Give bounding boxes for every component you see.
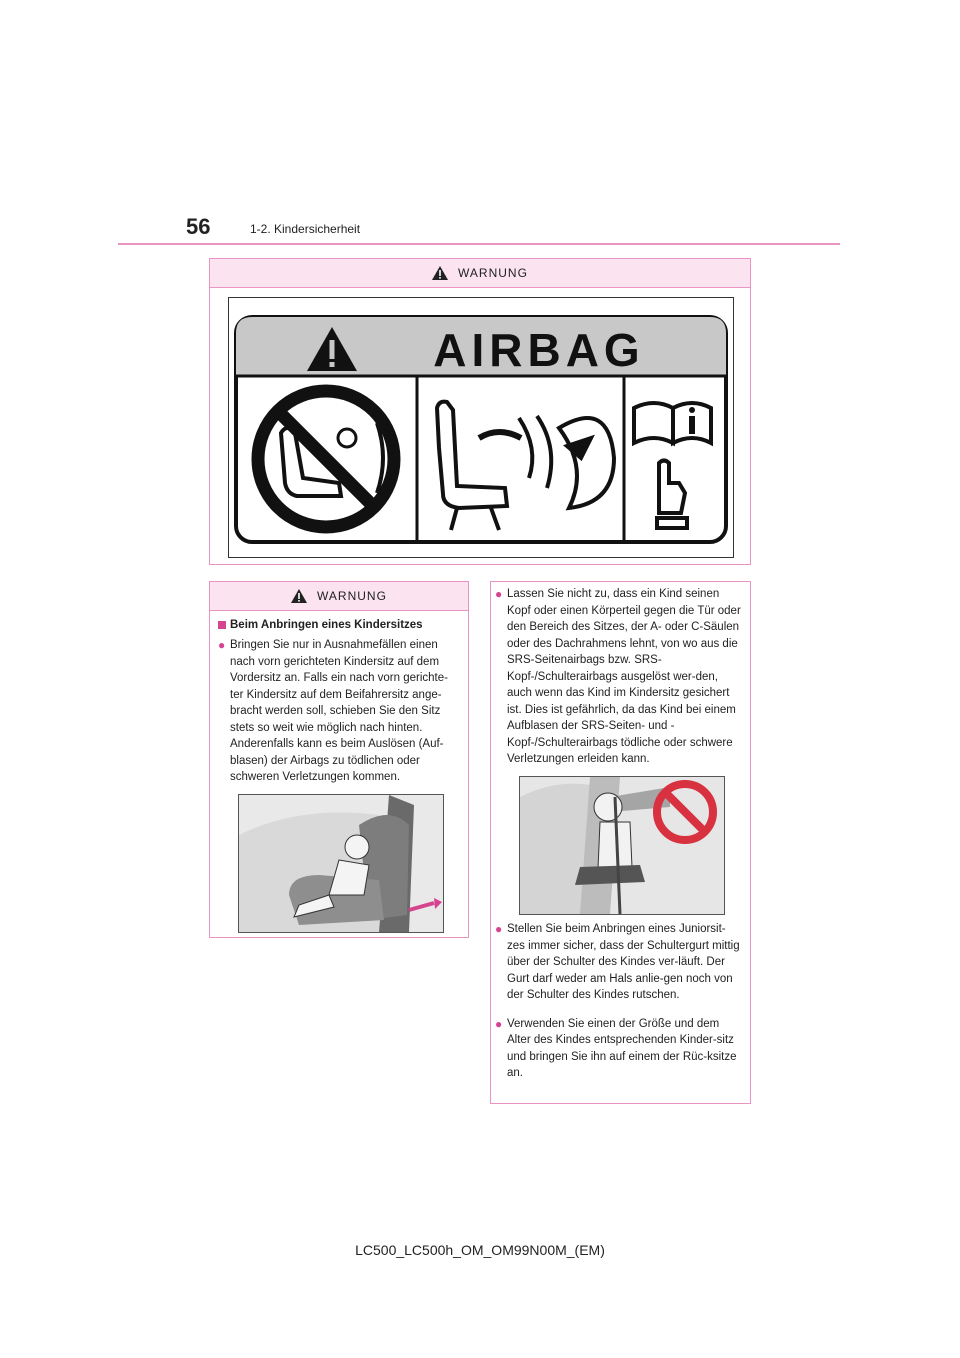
child-seat-figure bbox=[238, 794, 444, 933]
warning-label: WARNUNG bbox=[458, 266, 528, 280]
document-code: LC500_LC500h_OM_OM99N00M_(EM) bbox=[355, 1242, 605, 1258]
airbag-warning-label bbox=[229, 298, 733, 557]
dot-bullet-icon: ● bbox=[495, 587, 503, 601]
list-item: ● Lassen Sie nicht zu, dass ein Kind seinen Kopf oder einen Körperteil gegen die Tür oder den Bereich des Sitzes, der A- oder C-Säulen oder des Dachrahmens lehnt, von wo aus die SRS-Seitenairbags bzw. SRS-Kopf-/Schulterairbags ausgelöst wer-den, auch wenn das Kind im Kindersitz gesichert ist. Dies ist gefährlich, da das Kind bei einem Aufblasen der SRS-Seiten- und -Kopf-/Schulterairbags tödliche oder schwere Verletzungen erleiden kann. bbox=[495, 586, 742, 768]
child-head-leaning-figure bbox=[519, 776, 725, 915]
dot-bullet-icon: ● bbox=[495, 922, 503, 936]
warning-label: WARNUNG bbox=[317, 589, 387, 603]
warning-header bbox=[210, 259, 750, 288]
list-item: ● Stellen Sie beim Anbringen eines Juniorsit-zes immer sicher, dass der Schultergurt mittig über der Schulter des Kindes ver-läuft. Der Gurt darf weder am Hals anlie-gen noch von der Schulter des Kindes rutschen. bbox=[495, 921, 742, 1004]
airbag-label-figure bbox=[228, 297, 734, 558]
list-item: ● Bringen Sie nur in Ausnahmefällen einen nach vorn gerichteten Kindersitz auf dem Vordersitz an. Falls ein nach vorn gerichte-ter Kindersitz auf dem Beifahrersitz ange-bracht werden soll, schieben Sie den Sitz stets so weit wie möglich nach hinten. Anderenfalls kann es beim Auslösen (Auf-blasen) der Airbags zu tödlichen oder schweren Verletzungen kommen. bbox=[218, 637, 458, 786]
warning-box-child-seat bbox=[209, 581, 469, 938]
list-item: ● Verwenden Sie einen der Größe und dem Alter des Kindes entsprechenden Kinder-sitz und bringen Sie ihn auf einem der Rüc-ksitze an. bbox=[495, 1016, 742, 1082]
section-title: 1-2. Kindersicherheit bbox=[250, 222, 361, 236]
right-column-box bbox=[490, 581, 751, 1104]
warning-header bbox=[210, 582, 468, 611]
square-bullet-icon bbox=[218, 621, 226, 629]
dot-bullet-icon: ● bbox=[495, 1016, 503, 1031]
page-number: 56 bbox=[186, 214, 211, 239]
dot-bullet-icon: ● bbox=[218, 638, 226, 652]
no-child-seat-icon bbox=[258, 391, 394, 527]
warning-box-airbag bbox=[209, 258, 751, 565]
warning-triangle-icon bbox=[432, 266, 448, 280]
header-rule bbox=[118, 243, 840, 245]
subheading: Beim Anbringen eines Kindersitzes bbox=[218, 619, 458, 631]
warning-triangle-icon bbox=[291, 589, 307, 603]
airbag-text: AIRBAG bbox=[433, 324, 645, 376]
